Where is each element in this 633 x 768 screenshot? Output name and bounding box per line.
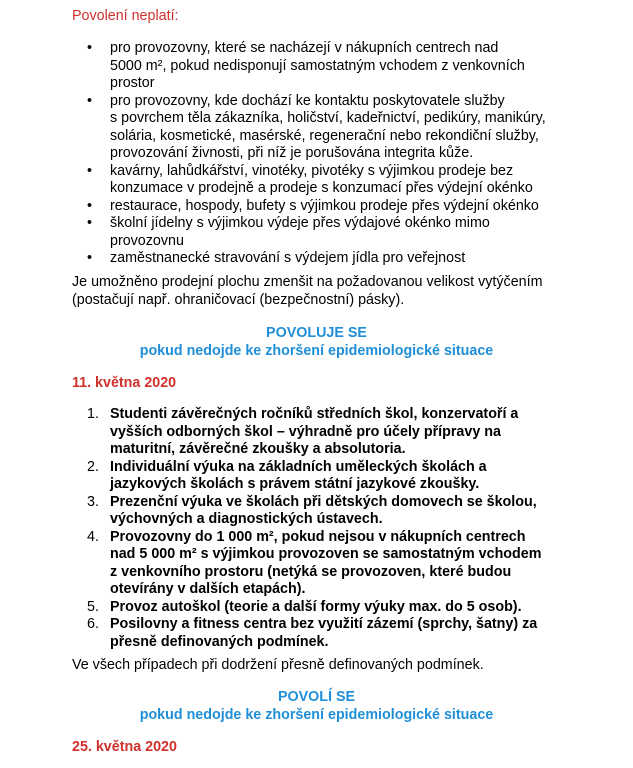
paragraph-conditions: Ve všech případech při dodržení přesně definovaných podmínek.	[72, 657, 484, 673]
bullet-icon: •	[87, 162, 93, 179]
allowed-title-1: POVOLUJE SE	[266, 325, 367, 341]
numbered-list	[72, 406, 592, 651]
list-item: 4. Provozovny do 1 000 m², pokud nejsou v nákupních centrech nad 5 000 m² s výjimkou provozoven se samostatným vchodem z venkovního prostoru (netýká se provozoven, které budou otevírány v dalších etapách).	[87, 528, 542, 597]
bullet-icon: •	[87, 250, 93, 266]
list-item: 5. Provoz autoškol (teorie a další formy výuky max. do 5 osob).	[87, 598, 522, 615]
allowed-title-2: POVOLÍ SE	[277, 689, 356, 705]
bullet-icon: •	[87, 40, 93, 56]
list-item: 2. Individuální výuka na základních uměleckých školách a jazykových školách s právem státní jazykové zkoušky.	[87, 458, 487, 492]
list-item: 1. Studenti závěrečných ročníků středních škol, konzervatoří a vyšších odborných škol – výhradně pro účely přípravy na maturitní, závěrečné zkoušky a absolutoria.	[87, 406, 519, 457]
allowed-subtitle-1: pokud nedojde ke zhoršení epidemiologické situace	[139, 343, 494, 359]
bullet-icon: •	[87, 92, 93, 109]
list-item: • školní jídelny s výjimkou výdeje přes výdajové okénko mimo provozovnu	[87, 215, 490, 249]
list-item: • zaměstnanecké stravování s výdejem jídla pro veřejnost	[87, 250, 466, 266]
list-item: • restaurace, hospody, bufety s výjimkou prodeje přes výdejní okénko	[87, 197, 539, 214]
bullet-icon: •	[87, 215, 93, 231]
list-item: • pro provozovny, kde dochází ke kontaktu poskytovatele služby s povrchem těla zákazníka, holičství, kadeřnictví, pedikúry, manikúry, solária, kosmetické, masérské, regenerační nebo rekondiční služby, provozování živnosti, při níž je porušována integrita kůže.	[87, 92, 546, 161]
date-heading-2: 25. května 2020	[72, 739, 177, 755]
heading-not-applies: Povolení neplatí:	[72, 8, 179, 24]
list-item: 6. Posilovny a fitness centra bez využití zázemí (sprchy, šatny) za přesně definovaných podmínek.	[87, 616, 538, 650]
list-item: 3. Prezenční výuka ve školách při dětských domovech se školou, výchovných a diagnostických ústavech.	[87, 493, 537, 527]
paragraph-reduce-area: Je umožněno prodejní plochu zmenšit na požadovanou velikost vytýčením (postačují např. ohraničovací (bezpečnostní) pásky).	[72, 274, 543, 308]
exceptions-list	[72, 40, 572, 268]
list-item: • pro provozovny, které se nacházejí v nákupních centrech nad 5000 m², pokud nedisponují samostatným vchodem z venkovních prostor	[87, 40, 525, 91]
list-item: • kavárny, lahůdkářství, vinotéky, pivotéky s výjimkou prodeje bez konzumace v prodejně a prodeje s konzumací přes výdejní okénko	[87, 162, 533, 196]
bullet-icon: •	[87, 197, 93, 214]
allowed-subtitle-2: pokud nedojde ke zhoršení epidemiologické situace	[139, 707, 494, 723]
date-heading-1: 11. května 2020	[72, 375, 177, 391]
